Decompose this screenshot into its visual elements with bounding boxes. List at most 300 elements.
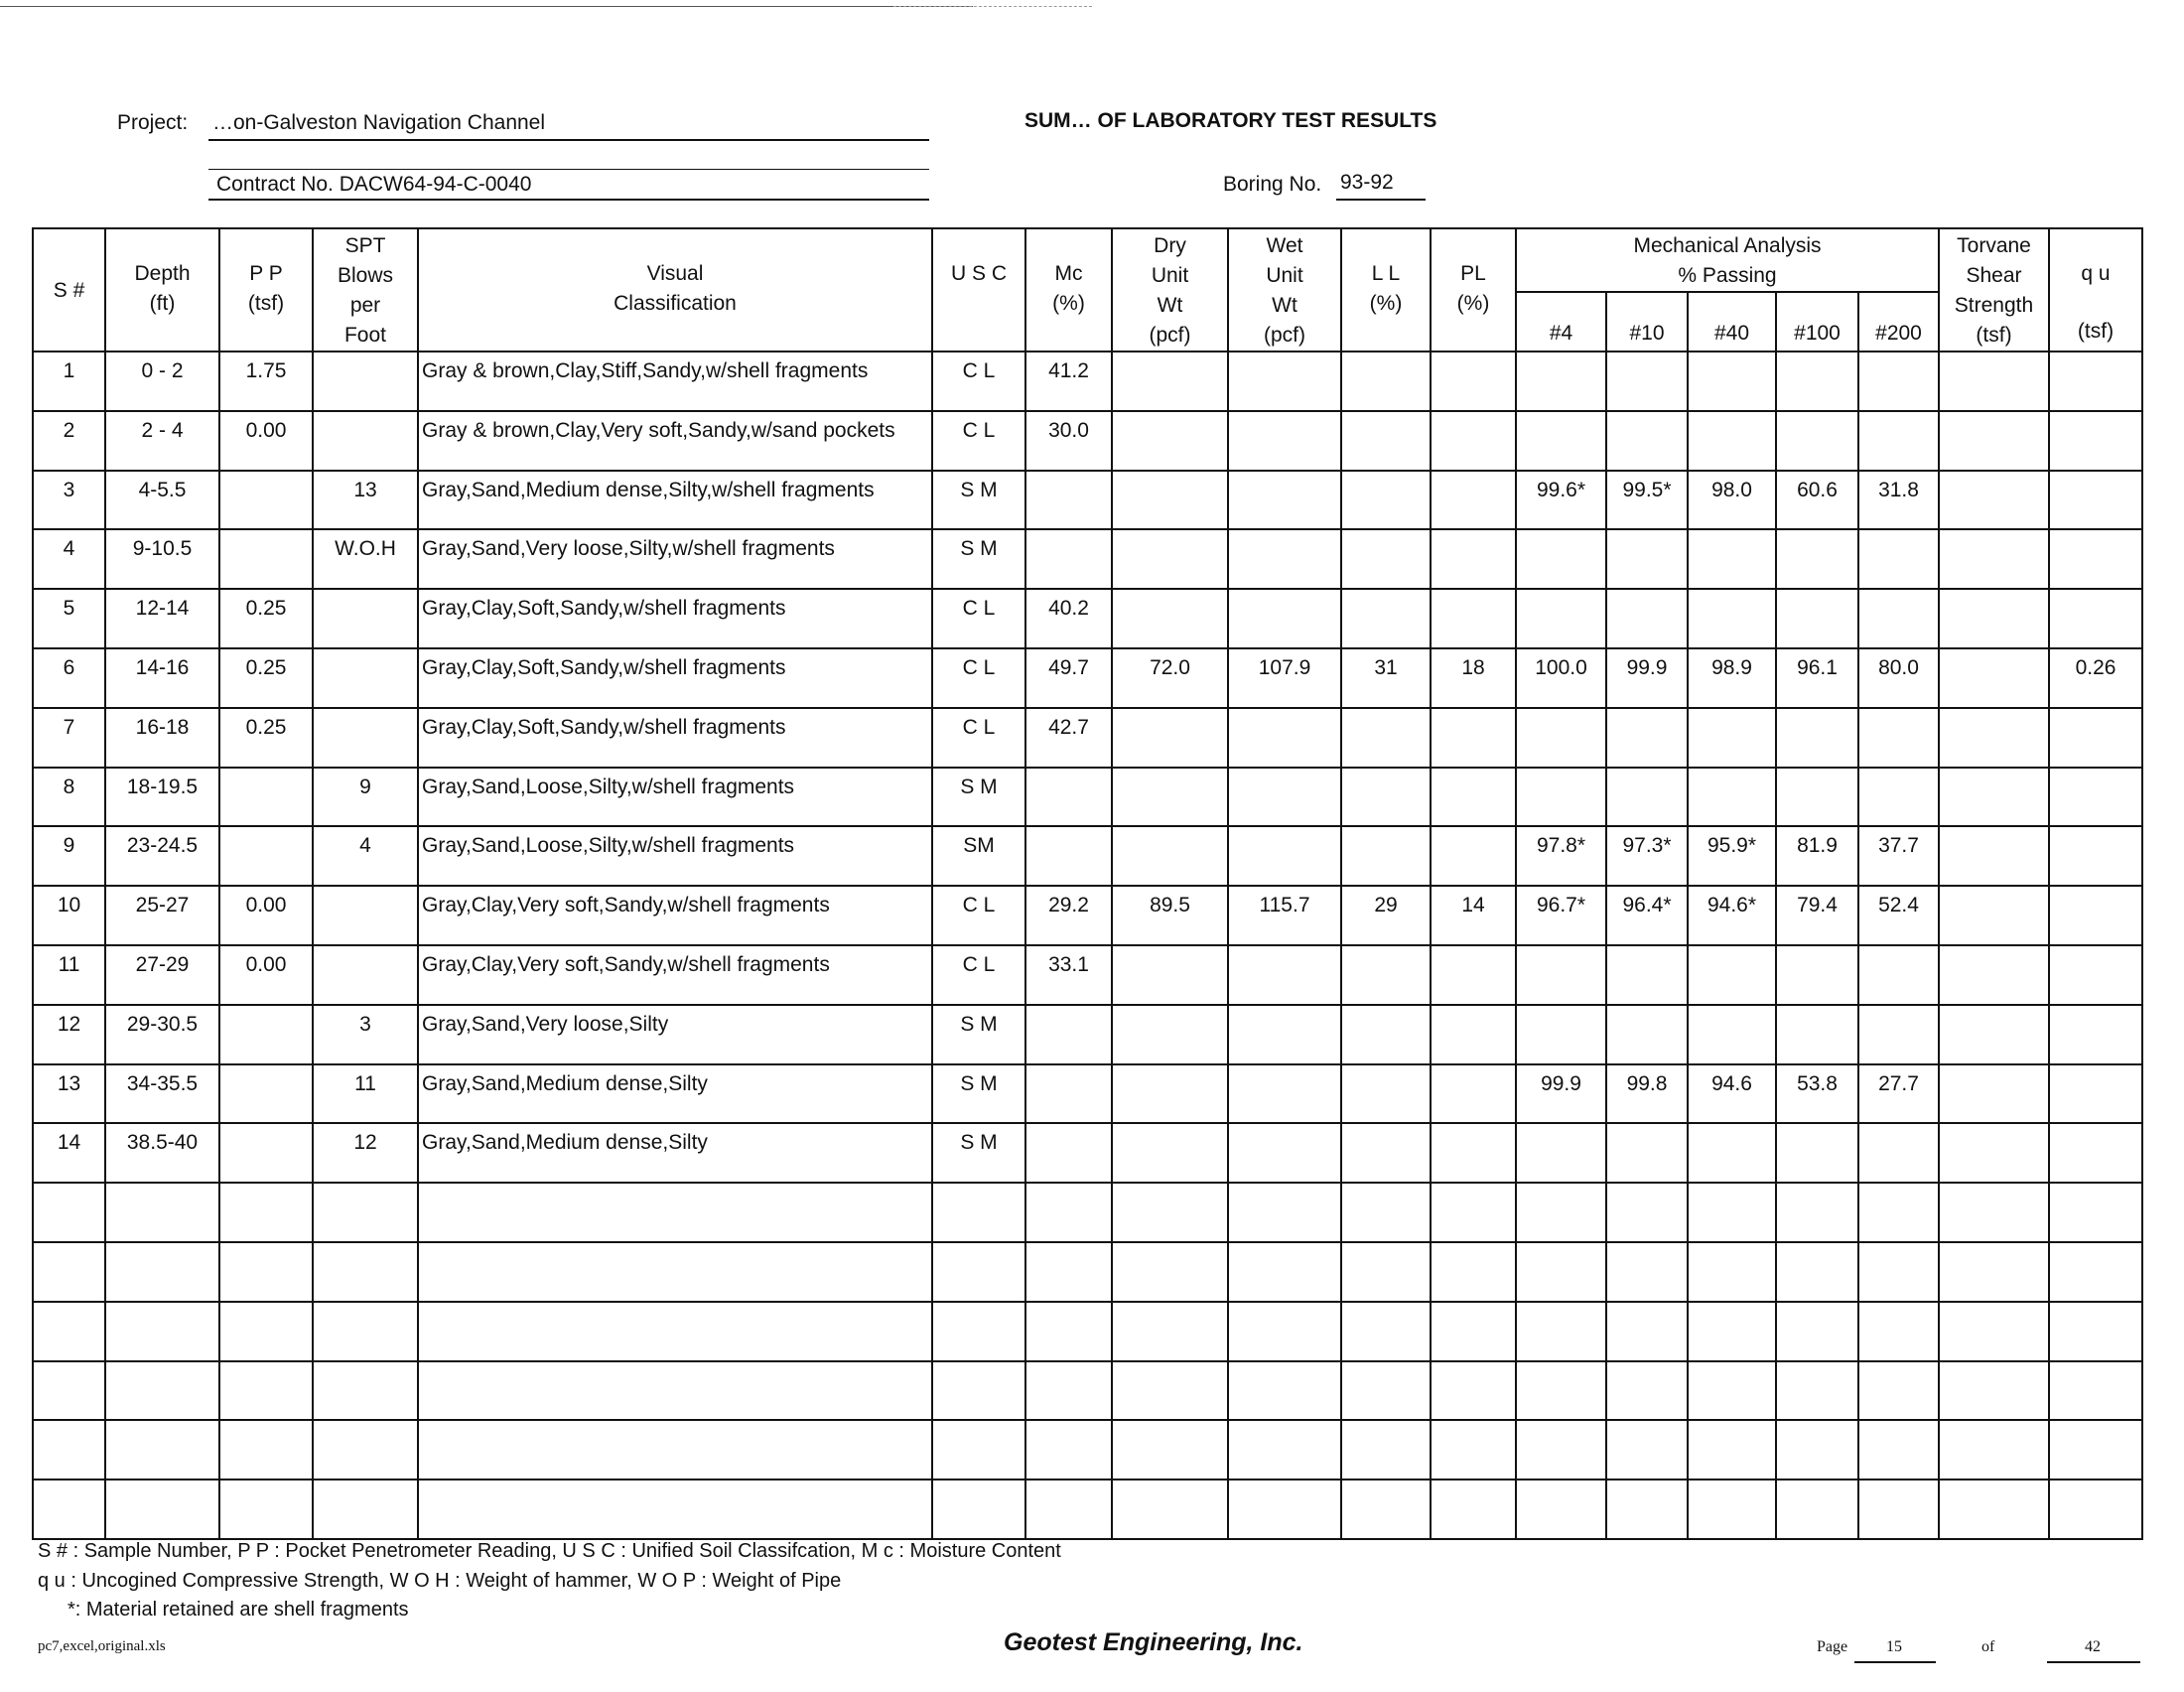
file-name: pc7,excel,original.xls: [38, 1638, 166, 1654]
project-underline: [208, 139, 929, 141]
contract-number: Contract No. DACW64-94-C-0040: [216, 173, 532, 196]
cell-s200: [1858, 411, 1939, 471]
cell-s10: 96.4*: [1606, 886, 1688, 945]
cell-visual: Gray,Sand,Loose,Silty,w/shell fragments: [418, 768, 932, 827]
cell-qu: [2049, 945, 2142, 1005]
col-header-dry-unit-wt: Dry Unit Wt (pcf): [1112, 228, 1228, 352]
empty-cell: [1431, 1420, 1516, 1480]
cell-dry: [1112, 589, 1228, 648]
empty-cell: [1688, 1361, 1776, 1421]
empty-cell: [219, 1302, 313, 1361]
cell-s10: [1606, 411, 1688, 471]
cell-depth: 38.5-40: [105, 1123, 219, 1183]
empty-cell: [932, 1302, 1025, 1361]
cell-ll: [1341, 471, 1431, 530]
empty-cell: [219, 1420, 313, 1480]
empty-cell: [1606, 1420, 1688, 1480]
cell-wet: [1228, 352, 1341, 411]
cell-depth: 23-24.5: [105, 826, 219, 886]
col-header-spt: SPT Blows per Foot: [313, 228, 418, 352]
cell-s200: 31.8: [1858, 471, 1939, 530]
col-header-depth: Depth (ft): [105, 228, 219, 352]
empty-cell: [418, 1242, 932, 1302]
cell-s: 14: [33, 1123, 105, 1183]
cell-spt: 13: [313, 471, 418, 530]
empty-cell: [932, 1480, 1025, 1539]
cell-pl: [1431, 945, 1516, 1005]
cell-qu: [2049, 1123, 2142, 1183]
cell-s10: [1606, 1123, 1688, 1183]
table-row: [33, 471, 2142, 530]
cell-qu: [2049, 529, 2142, 589]
cell-depth: 14-16: [105, 648, 219, 708]
cell-wet: [1228, 529, 1341, 589]
cell-s200: 37.7: [1858, 826, 1939, 886]
empty-table-row: [33, 1480, 2142, 1539]
cell-s40: 95.9*: [1688, 826, 1776, 886]
col-header-sieve-40: #40: [1688, 292, 1776, 352]
cell-s200: [1858, 768, 1939, 827]
cell-s40: [1688, 945, 1776, 1005]
cell-usc: C L: [932, 352, 1025, 411]
footnote-asterisk: *: Material retained are shell fragments: [68, 1599, 409, 1621]
empty-cell: [1939, 1242, 2049, 1302]
cell-s40: [1688, 708, 1776, 768]
empty-cell: [1858, 1420, 1939, 1480]
empty-cell: [1858, 1302, 1939, 1361]
cell-qu: [2049, 826, 2142, 886]
empty-cell: [1939, 1480, 2049, 1539]
empty-cell: [219, 1480, 313, 1539]
cell-qu: [2049, 708, 2142, 768]
cell-dry: [1112, 1005, 1228, 1064]
cell-depth: 4-5.5: [105, 471, 219, 530]
empty-cell: [418, 1420, 932, 1480]
cell-pl: [1431, 708, 1516, 768]
cell-qu: [2049, 768, 2142, 827]
cell-ll: 31: [1341, 648, 1431, 708]
page-label: Page: [1817, 1638, 1848, 1655]
table-row: [33, 529, 2142, 589]
cell-usc: C L: [932, 411, 1025, 471]
scan-top-border: [0, 6, 973, 7]
cell-mc: [1025, 471, 1112, 530]
empty-cell: [1606, 1361, 1688, 1421]
empty-cell: [313, 1480, 418, 1539]
cell-usc: S M: [932, 1123, 1025, 1183]
cell-qu: [2049, 1064, 2142, 1124]
empty-cell: [1341, 1302, 1431, 1361]
empty-cell: [2049, 1361, 2142, 1421]
cell-s40: [1688, 411, 1776, 471]
empty-cell: [33, 1242, 105, 1302]
cell-s: 12: [33, 1005, 105, 1064]
empty-cell: [1112, 1302, 1228, 1361]
cell-pl: 18: [1431, 648, 1516, 708]
empty-cell: [1858, 1361, 1939, 1421]
table-row: [33, 708, 2142, 768]
empty-cell: [2049, 1420, 2142, 1480]
empty-cell: [1228, 1183, 1341, 1242]
boring-label: Boring No.: [1223, 173, 1322, 196]
cell-spt: [313, 648, 418, 708]
empty-table-row: [33, 1361, 2142, 1421]
cell-pl: [1431, 352, 1516, 411]
cell-s: 10: [33, 886, 105, 945]
cell-torvane: [1939, 1064, 2049, 1124]
empty-cell: [932, 1361, 1025, 1421]
cell-pp: 0.25: [219, 708, 313, 768]
cell-pp: [219, 1064, 313, 1124]
empty-cell: [1025, 1242, 1112, 1302]
empty-cell: [1516, 1480, 1606, 1539]
cell-wet: [1228, 589, 1341, 648]
cell-s: 6: [33, 648, 105, 708]
cell-s10: 99.8: [1606, 1064, 1688, 1124]
empty-cell: [1688, 1183, 1776, 1242]
cell-s40: 98.9: [1688, 648, 1776, 708]
cell-wet: 107.9: [1228, 648, 1341, 708]
empty-cell: [1431, 1361, 1516, 1421]
cell-depth: 9-10.5: [105, 529, 219, 589]
cell-pp: [219, 1123, 313, 1183]
table-row: [33, 945, 2142, 1005]
col-header-pl: PL (%): [1431, 228, 1516, 352]
cell-s10: [1606, 529, 1688, 589]
empty-cell: [1776, 1361, 1858, 1421]
cell-s40: [1688, 768, 1776, 827]
company-name: Geotest Engineering, Inc.: [1004, 1628, 1303, 1656]
cell-usc: C L: [932, 589, 1025, 648]
cell-ll: [1341, 708, 1431, 768]
cell-torvane: [1939, 945, 2049, 1005]
cell-usc: S M: [932, 471, 1025, 530]
empty-cell: [1688, 1480, 1776, 1539]
cell-s40: [1688, 1005, 1776, 1064]
empty-cell: [313, 1302, 418, 1361]
cell-s100: [1776, 589, 1858, 648]
cell-s4: [1516, 1123, 1606, 1183]
empty-cell: [1025, 1302, 1112, 1361]
cell-s200: [1858, 708, 1939, 768]
cell-torvane: [1939, 826, 2049, 886]
cell-s10: 99.9: [1606, 648, 1688, 708]
empty-cell: [1431, 1242, 1516, 1302]
cell-s4: [1516, 352, 1606, 411]
cell-mc: 41.2: [1025, 352, 1112, 411]
cell-s100: 53.8: [1776, 1064, 1858, 1124]
col-header-torvane: Torvane Shear Strength (tsf): [1939, 228, 2049, 352]
cell-s10: [1606, 708, 1688, 768]
cell-pp: 0.25: [219, 648, 313, 708]
cell-s4: 97.8*: [1516, 826, 1606, 886]
empty-cell: [1516, 1420, 1606, 1480]
cell-s100: 60.6: [1776, 471, 1858, 530]
cell-s10: 99.5*: [1606, 471, 1688, 530]
empty-cell: [1939, 1183, 2049, 1242]
cell-s200: 80.0: [1858, 648, 1939, 708]
results-body: [33, 352, 2142, 1539]
empty-cell: [1025, 1420, 1112, 1480]
table-row: [33, 1123, 2142, 1183]
cell-pl: [1431, 768, 1516, 827]
cell-visual: Gray,Clay,Very soft,Sandy,w/shell fragments: [418, 886, 932, 945]
total-pages-underline: [2047, 1661, 2140, 1663]
cell-mc: [1025, 529, 1112, 589]
empty-cell: [1112, 1480, 1228, 1539]
cell-spt: [313, 589, 418, 648]
cell-ll: 29: [1341, 886, 1431, 945]
cell-pp: 0.00: [219, 886, 313, 945]
cell-dry: [1112, 411, 1228, 471]
cell-dry: 72.0: [1112, 648, 1228, 708]
cell-s10: [1606, 1005, 1688, 1064]
cell-s40: 94.6*: [1688, 886, 1776, 945]
cell-torvane: [1939, 768, 2049, 827]
empty-cell: [105, 1420, 219, 1480]
cell-wet: [1228, 1064, 1341, 1124]
empty-cell: [105, 1361, 219, 1421]
empty-cell: [2049, 1242, 2142, 1302]
cell-mc: 29.2: [1025, 886, 1112, 945]
col-header-sample: S #: [33, 228, 105, 352]
cell-dry: [1112, 945, 1228, 1005]
empty-cell: [1776, 1302, 1858, 1361]
boring-number: 93-92: [1340, 171, 1394, 194]
project-value: …on-Galveston Navigation Channel: [212, 111, 546, 134]
cell-visual: Gray,Sand,Medium dense,Silty,w/shell fragments: [418, 471, 932, 530]
col-header-sieve-10: #10: [1606, 292, 1688, 352]
cell-s100: [1776, 529, 1858, 589]
cell-pl: [1431, 589, 1516, 648]
cell-pp: 0.00: [219, 411, 313, 471]
empty-cell: [1516, 1302, 1606, 1361]
empty-table-row: [33, 1302, 2142, 1361]
cell-visual: Gray,Sand,Medium dense,Silty: [418, 1123, 932, 1183]
cell-wet: [1228, 708, 1341, 768]
cell-s200: [1858, 529, 1939, 589]
empty-cell: [1688, 1420, 1776, 1480]
empty-cell: [1228, 1361, 1341, 1421]
footnote-abbreviations-1: S # : Sample Number, P P : Pocket Penetrometer Reading, U S C : Unified Soil Classifcation, M c : Moisture Content: [38, 1540, 1061, 1562]
cell-s4: [1516, 529, 1606, 589]
page-number: 15: [1886, 1638, 1902, 1655]
cell-spt: 3: [313, 1005, 418, 1064]
cell-qu: [2049, 886, 2142, 945]
empty-cell: [1112, 1183, 1228, 1242]
cell-visual: Gray,Sand,Very loose,Silty: [418, 1005, 932, 1064]
cell-s200: 27.7: [1858, 1064, 1939, 1124]
cell-wet: [1228, 945, 1341, 1005]
empty-cell: [313, 1361, 418, 1421]
col-header-visual: Visual Classification: [418, 228, 932, 352]
empty-cell: [1112, 1361, 1228, 1421]
empty-cell: [1228, 1420, 1341, 1480]
cell-s40: [1688, 1123, 1776, 1183]
cell-visual: Gray & brown,Clay,Very soft,Sandy,w/sand pockets: [418, 411, 932, 471]
cell-usc: S M: [932, 1064, 1025, 1124]
table-row: [33, 411, 2142, 471]
table-row: [33, 352, 2142, 411]
total-pages: 42: [2085, 1638, 2101, 1655]
cell-ll: [1341, 529, 1431, 589]
cell-s: 1: [33, 352, 105, 411]
cell-torvane: [1939, 411, 2049, 471]
empty-cell: [219, 1242, 313, 1302]
cell-s100: [1776, 1123, 1858, 1183]
cell-dry: [1112, 768, 1228, 827]
cell-s10: 97.3*: [1606, 826, 1688, 886]
cell-torvane: [1939, 1005, 2049, 1064]
cell-s4: 100.0: [1516, 648, 1606, 708]
cell-mc: [1025, 826, 1112, 886]
empty-cell: [1688, 1302, 1776, 1361]
empty-cell: [1112, 1242, 1228, 1302]
cell-pl: [1431, 529, 1516, 589]
cell-qu: 0.26: [2049, 648, 2142, 708]
cell-s100: [1776, 768, 1858, 827]
cell-wet: [1228, 826, 1341, 886]
cell-s40: 94.6: [1688, 1064, 1776, 1124]
empty-cell: [105, 1242, 219, 1302]
cell-s4: 99.6*: [1516, 471, 1606, 530]
cell-depth: 18-19.5: [105, 768, 219, 827]
cell-qu: [2049, 589, 2142, 648]
cell-spt: [313, 708, 418, 768]
cell-spt: 9: [313, 768, 418, 827]
cell-torvane: [1939, 352, 2049, 411]
empty-cell: [1025, 1183, 1112, 1242]
empty-cell: [33, 1480, 105, 1539]
empty-cell: [105, 1302, 219, 1361]
cell-s: 5: [33, 589, 105, 648]
cell-dry: [1112, 471, 1228, 530]
empty-cell: [1112, 1420, 1228, 1480]
cell-usc: S M: [932, 1005, 1025, 1064]
col-header-sieve-200: #200: [1858, 292, 1939, 352]
cell-dry: [1112, 826, 1228, 886]
cell-s: 7: [33, 708, 105, 768]
cell-torvane: [1939, 589, 2049, 648]
empty-table-row: [33, 1242, 2142, 1302]
empty-cell: [33, 1183, 105, 1242]
cell-visual: Gray,Clay,Soft,Sandy,w/shell fragments: [418, 708, 932, 768]
cell-dry: [1112, 529, 1228, 589]
cell-pl: 14: [1431, 886, 1516, 945]
empty-cell: [1858, 1480, 1939, 1539]
cell-pl: [1431, 1064, 1516, 1124]
empty-cell: [105, 1183, 219, 1242]
cell-depth: 29-30.5: [105, 1005, 219, 1064]
cell-mc: 49.7: [1025, 648, 1112, 708]
cell-s4: [1516, 768, 1606, 827]
cell-visual: Gray,Clay,Soft,Sandy,w/shell fragments: [418, 648, 932, 708]
cell-ll: [1341, 589, 1431, 648]
cell-pl: [1431, 1123, 1516, 1183]
empty-cell: [932, 1420, 1025, 1480]
cell-depth: 25-27: [105, 886, 219, 945]
empty-cell: [313, 1183, 418, 1242]
cell-depth: 27-29: [105, 945, 219, 1005]
empty-cell: [1688, 1242, 1776, 1302]
empty-table-row: [33, 1420, 2142, 1480]
cell-wet: [1228, 768, 1341, 827]
cell-s200: [1858, 945, 1939, 1005]
table-row: [33, 648, 2142, 708]
empty-cell: [418, 1183, 932, 1242]
cell-torvane: [1939, 708, 2049, 768]
cell-pp: 0.00: [219, 945, 313, 1005]
footnote-abbreviations-2: q u : Uncogined Compressive Strength, W O H : Weight of hammer, W O P : Weight of Pipe: [38, 1570, 842, 1592]
empty-table-row: [33, 1183, 2142, 1242]
table-row: [33, 886, 2142, 945]
col-header-qu: q u (tsf): [2049, 228, 2142, 352]
cell-qu: [2049, 352, 2142, 411]
cell-usc: C L: [932, 648, 1025, 708]
cell-usc: S M: [932, 529, 1025, 589]
cell-ll: [1341, 1005, 1431, 1064]
cell-s100: [1776, 411, 1858, 471]
empty-cell: [1516, 1361, 1606, 1421]
cell-ll: [1341, 411, 1431, 471]
cell-visual: Gray,Clay,Soft,Sandy,w/shell fragments: [418, 589, 932, 648]
cell-s40: [1688, 352, 1776, 411]
table-row: [33, 768, 2142, 827]
empty-cell: [33, 1302, 105, 1361]
empty-cell: [1776, 1420, 1858, 1480]
cell-s200: 52.4: [1858, 886, 1939, 945]
empty-cell: [1516, 1183, 1606, 1242]
col-header-mc: Mc (%): [1025, 228, 1112, 352]
col-header-mechanical-analysis: Mechanical Analysis % Passing: [1516, 228, 1939, 292]
cell-spt: [313, 945, 418, 1005]
empty-cell: [2049, 1183, 2142, 1242]
cell-dry: [1112, 708, 1228, 768]
cell-ll: [1341, 768, 1431, 827]
project-label: Project:: [117, 111, 189, 134]
cell-spt: 4: [313, 826, 418, 886]
empty-cell: [1431, 1480, 1516, 1539]
cell-torvane: [1939, 471, 2049, 530]
cell-visual: Gray,Clay,Very soft,Sandy,w/shell fragments: [418, 945, 932, 1005]
cell-spt: [313, 411, 418, 471]
empty-cell: [105, 1480, 219, 1539]
cell-mc: [1025, 1005, 1112, 1064]
cell-s10: [1606, 768, 1688, 827]
cell-wet: [1228, 1005, 1341, 1064]
boring-underline: [1336, 199, 1426, 201]
empty-cell: [1606, 1242, 1688, 1302]
cell-ll: [1341, 826, 1431, 886]
empty-cell: [1606, 1183, 1688, 1242]
empty-cell: [1341, 1361, 1431, 1421]
cell-s100: [1776, 708, 1858, 768]
empty-cell: [219, 1361, 313, 1421]
cell-visual: Gray,Sand,Loose,Silty,w/shell fragments: [418, 826, 932, 886]
col-header-usc: U S C: [932, 228, 1025, 352]
empty-cell: [1858, 1183, 1939, 1242]
cell-pp: 1.75: [219, 352, 313, 411]
empty-cell: [418, 1480, 932, 1539]
empty-cell: [1939, 1420, 2049, 1480]
empty-cell: [1341, 1242, 1431, 1302]
contract-topline: [208, 169, 929, 170]
cell-mc: 40.2: [1025, 589, 1112, 648]
table-row: [33, 826, 2142, 886]
empty-cell: [1025, 1480, 1112, 1539]
cell-s4: 99.9: [1516, 1064, 1606, 1124]
cell-usc: SM: [932, 826, 1025, 886]
